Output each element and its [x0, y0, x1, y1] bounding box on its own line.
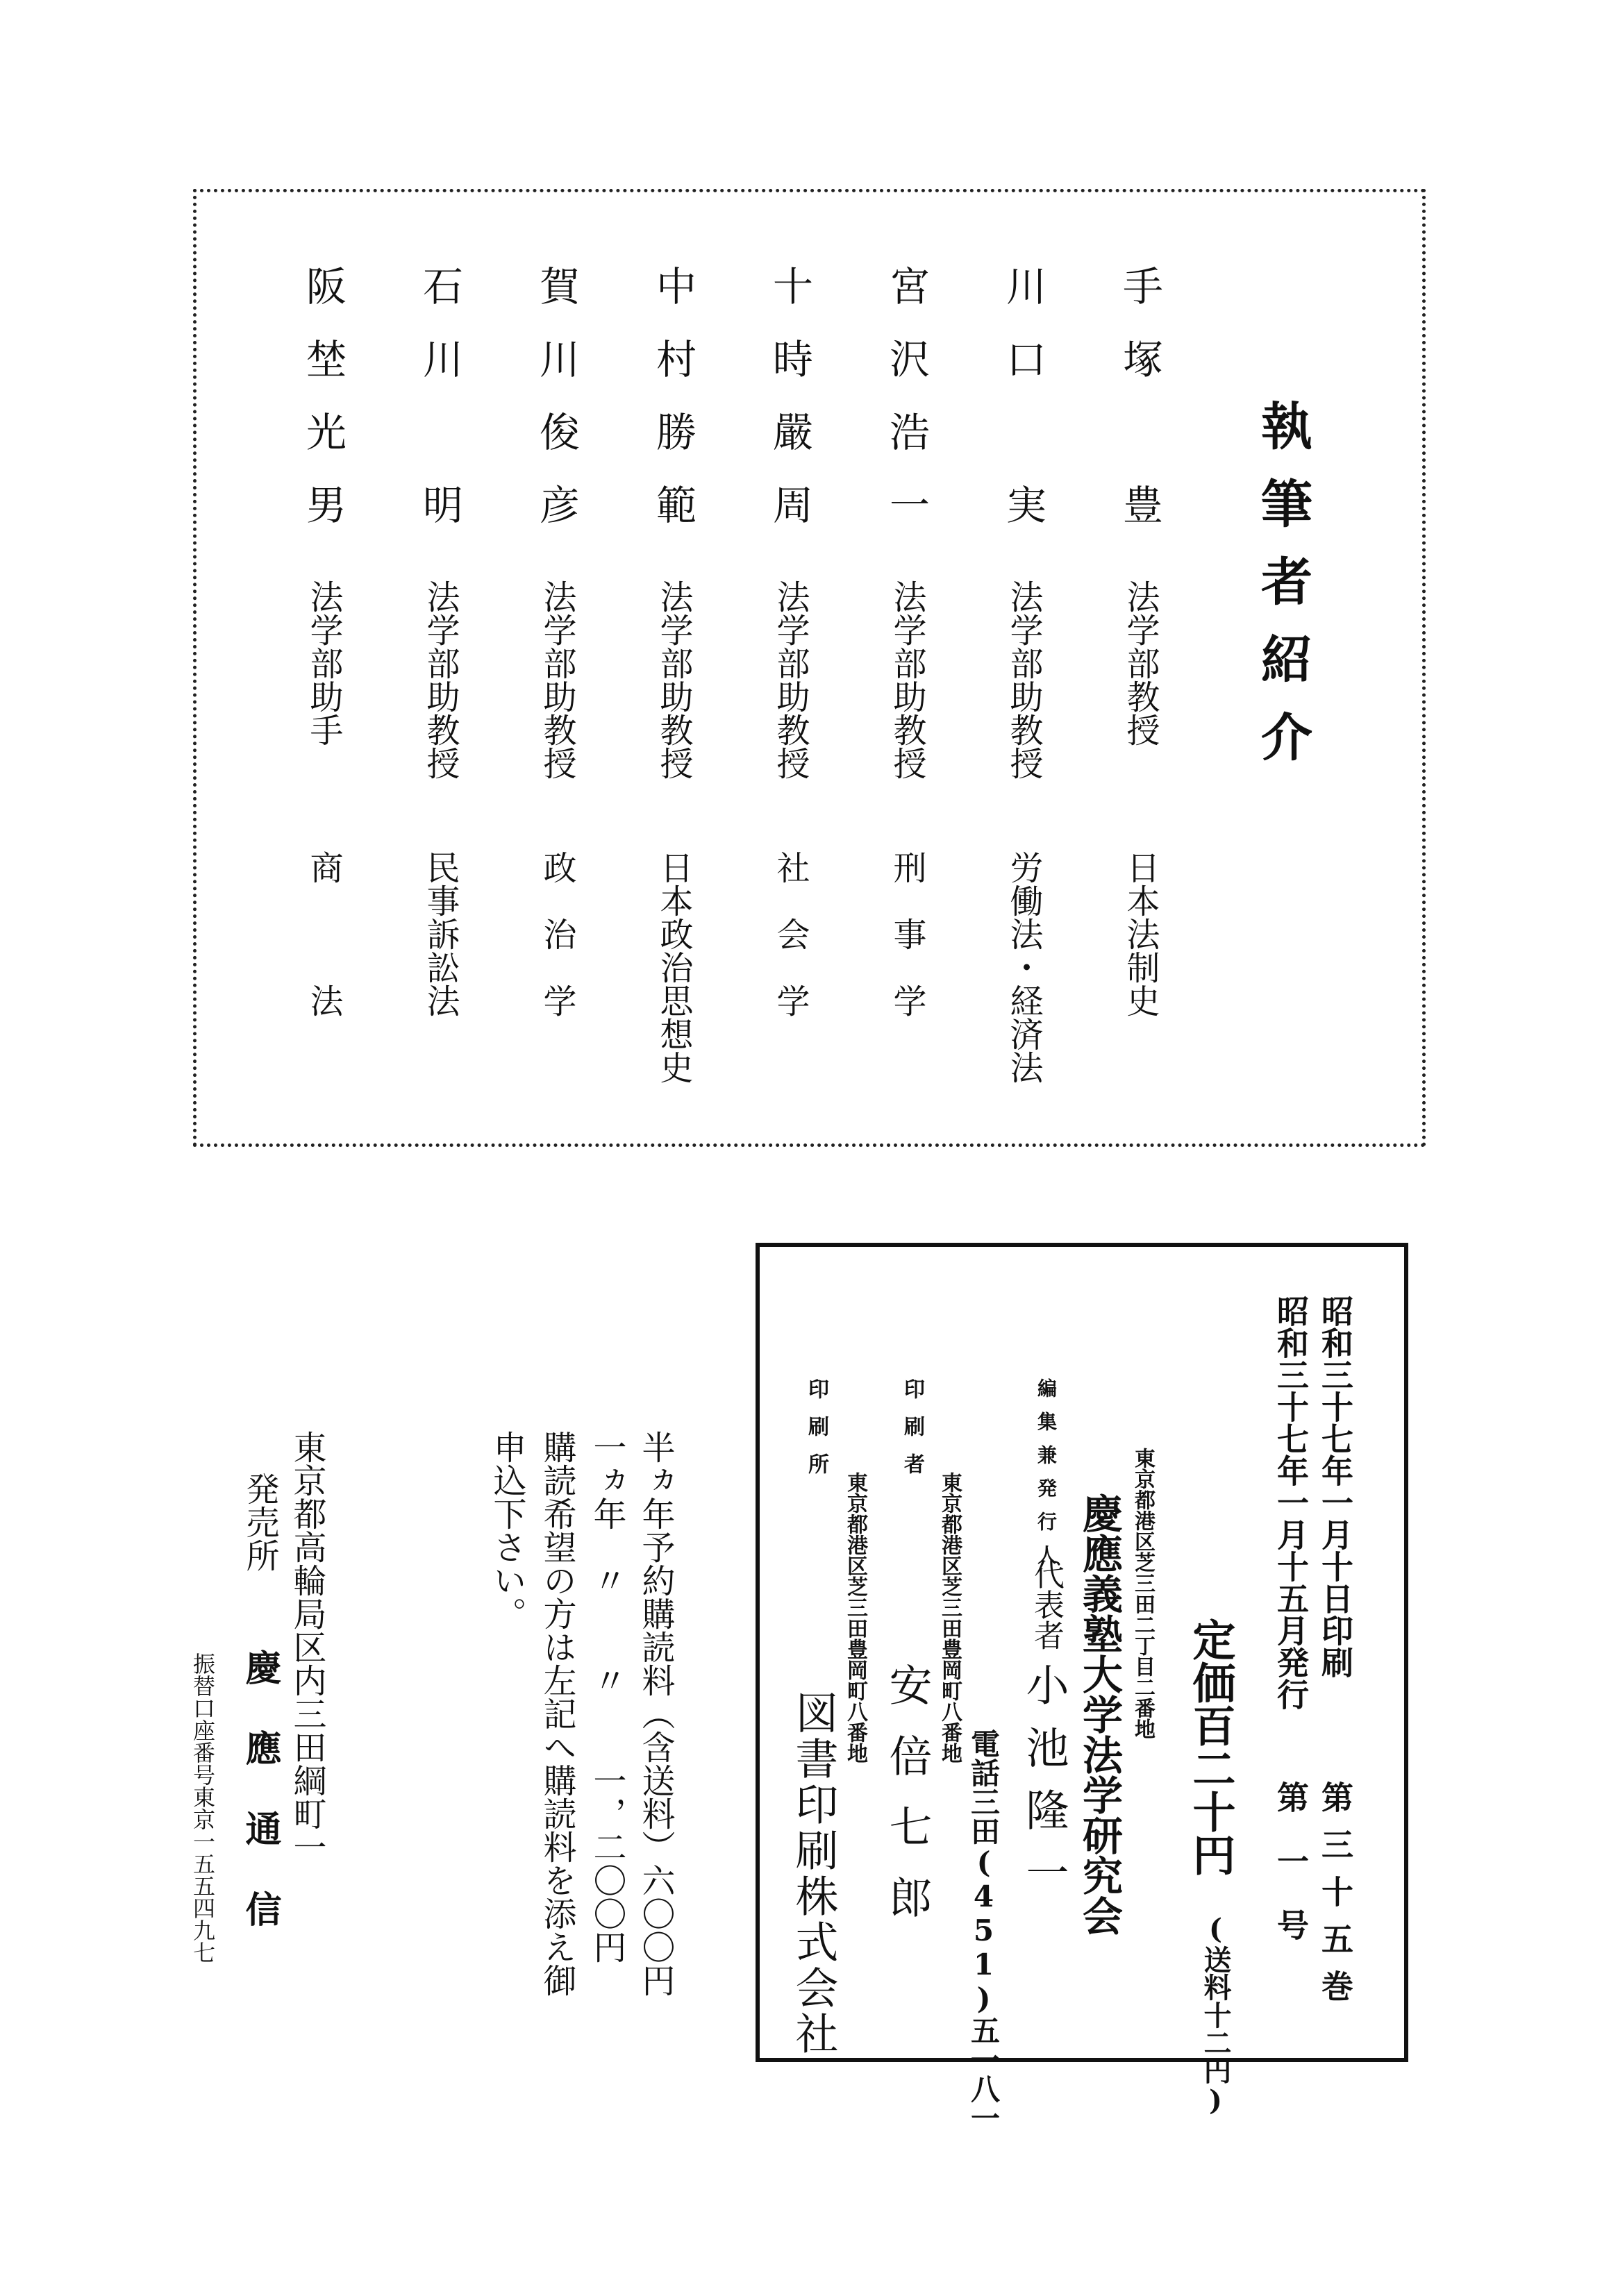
- contributor-field: 民事訴訟法: [421, 850, 460, 1017]
- distributor-account: 振替口座番号東京一五五四九七: [190, 1652, 216, 1963]
- distributor-name: 慶 應 通 信: [239, 1649, 281, 1931]
- contributors-title: 執筆者紹介: [1253, 399, 1312, 788]
- contributor-field: 社 会 学: [771, 850, 810, 1017]
- editor-organization: 慶應義塾大学法学研究会: [1076, 1493, 1123, 1936]
- subscription-instruction: 購読希望の方は左記へ購読料を添え御: [537, 1430, 576, 1997]
- contributor-position: 法学部助教授: [654, 580, 693, 780]
- distributor-label: 発売所: [240, 1472, 279, 1572]
- printshop-label: 印刷所: [804, 1378, 828, 1491]
- issue-number: 第 一 号: [1272, 1781, 1310, 1941]
- editor-address: 東京都港区芝三田二丁目二番地: [1131, 1448, 1155, 1739]
- price: 定価百二十円: [1185, 1618, 1236, 1876]
- subscription-half-year: 半ヵ年予約購読料（含送料）六〇〇円: [636, 1430, 675, 1997]
- contributor-position: 法学部助手: [304, 580, 343, 746]
- volume-number: 第三十五巻: [1317, 1781, 1354, 2017]
- contributor-position: 法学部助教授: [1004, 580, 1043, 780]
- editor-rep-label: 代表者: [1028, 1559, 1064, 1650]
- contributor-name: 阪埜光男: [299, 265, 347, 557]
- printshop-address: 東京都港区芝三田豊岡町八番地: [843, 1472, 867, 1763]
- printshop-name: 図書印刷株式会社: [788, 1691, 839, 2057]
- contributor-name: 賀川俊彦: [533, 265, 580, 557]
- editor-representative: 小池隆一: [1019, 1663, 1069, 1913]
- printer-name: 安倍七郎: [882, 1663, 933, 1946]
- contributor-field: 刑 事 学: [887, 850, 926, 1017]
- contributor-field: 商 法: [304, 850, 343, 1017]
- contributor-name: 石川 明: [416, 265, 463, 557]
- editor-label: 編集兼発行人: [1035, 1378, 1058, 1578]
- contributor-position: 法学部助教授: [771, 580, 810, 780]
- publish-date: 昭和三十七年一月十五月発行: [1272, 1295, 1310, 1710]
- editor-telephone: 電話三田(451)五一八一: [967, 1729, 1001, 2132]
- subscription-instruction-end: 申込下さい。: [487, 1430, 526, 1630]
- contributor-name: 十時嚴周: [766, 265, 813, 557]
- contributor-position: 法学部助教授: [887, 580, 926, 780]
- print-date: 昭和三十七年一月十日印刷: [1317, 1295, 1354, 1678]
- contributor-name: 中村勝範: [649, 265, 697, 557]
- contributor-field: 日本政治思想史: [654, 850, 693, 1084]
- contributor-name: 川口 実: [999, 265, 1046, 557]
- subscription-full-year: 一ヵ年 〃 〃 一，二〇〇円: [587, 1430, 626, 1963]
- contributor-position: 法学部助教授: [421, 580, 460, 780]
- contributor-name: 手塚 豊: [1116, 265, 1163, 557]
- contributor-field: 労働法・経済法: [1004, 850, 1043, 1084]
- contributor-position: 法学部教授: [1121, 580, 1160, 746]
- distributor-address: 東京都高輪局区内三田綱町一: [287, 1430, 326, 1863]
- contributor-name: 宮沢浩一: [883, 265, 930, 557]
- printer-label: 印刷者: [900, 1378, 924, 1491]
- postage-note: (送料十二円): [1199, 1913, 1232, 2117]
- printer-address: 東京都港区芝三田豊岡町八番地: [937, 1472, 962, 1763]
- contributor-position: 法学部助教授: [537, 580, 576, 780]
- contributor-field: 政 治 学: [537, 850, 576, 1017]
- contributor-field: 日本法制史: [1121, 850, 1160, 1017]
